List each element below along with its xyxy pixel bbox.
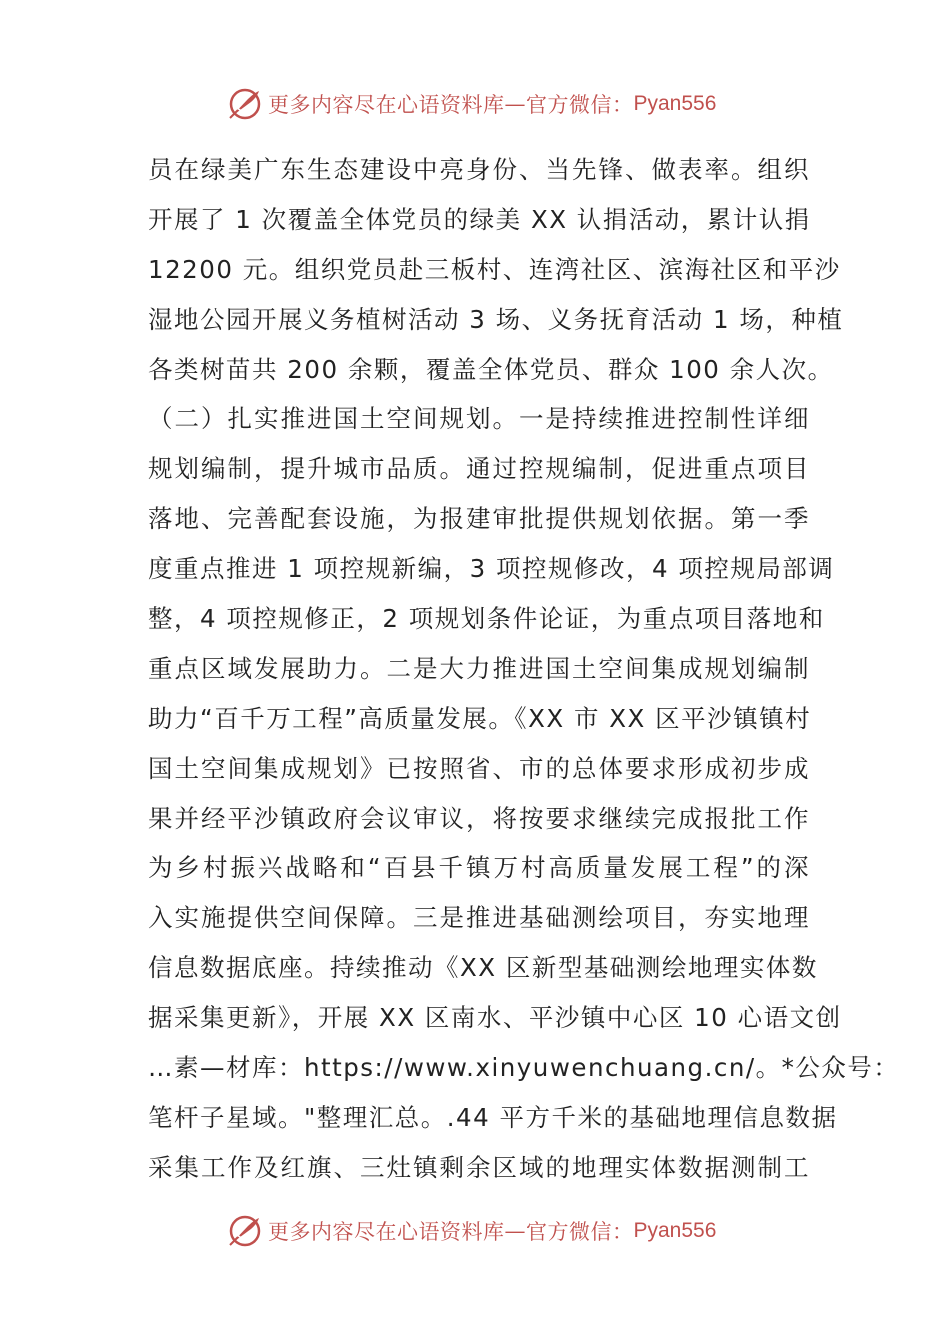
quill-logo-icon xyxy=(228,87,262,121)
body-line: 助力“百千万工程”高质量发展。《XX 市 XX 区平沙镇镇村 xyxy=(148,703,812,733)
body-line: 员在绿美广东生态建设中亮身份、当先锋、做表率。组织 xyxy=(148,155,810,184)
document-body xyxy=(148,145,900,1193)
body-line: …素—材库：https://www.xinyuwenchuang.cn/。*公众号： xyxy=(148,1053,900,1083)
body-line: 各类树苗共 200 余颗，覆盖全体党员、群众 100 余人次。 xyxy=(148,354,834,384)
wechat-account: Pyan556 xyxy=(633,92,717,115)
brand-dash: — xyxy=(504,92,526,116)
body-line: 开展了 1 次覆盖全体党员的绿美 XX 认捐活动，累计认捐 xyxy=(148,204,811,234)
body-line: 信息数据底座。持续推动《XX 区新型基础测绘地理实体数 xyxy=(148,953,818,983)
wechat-label: 官方微信： xyxy=(526,1220,634,1244)
body-line: 果并经平沙镇政府会议审议，将按要求继续完成报批工作 xyxy=(148,803,810,833)
body-line: 为乡村振兴战略和“百县千镇万村高质量发展工程”的深 xyxy=(148,853,810,883)
footer-watermark xyxy=(228,1211,716,1251)
body-line: 度重点推进 1 项控规新编，3 项控规修改，4 项控规局部调 xyxy=(148,554,835,584)
body-line: 笔杆子星域。"整理汇总。.44 平方千米的基础地理信息数据 xyxy=(148,1102,838,1132)
body-line: 入实施提供空间保障。三是推进基础测绘项目，夯实地理 xyxy=(148,903,810,933)
body-line: 采集工作及红旗、三灶镇剩余区域的地理实体数据测制工 xyxy=(148,1152,810,1182)
body-line: 落地、完善配套设施，为报建审批提供规划依据。第一季 xyxy=(148,504,810,534)
header-watermark xyxy=(228,84,716,124)
quill-logo-icon xyxy=(228,1214,262,1248)
brand-name: 更多内容尽在心语资料库 xyxy=(268,1220,505,1244)
brand-name: 更多内容尽在心语资料库 xyxy=(268,93,505,117)
body-line: 湿地公园开展义务植树活动 3 场、义务抚育活动 1 场，种植 xyxy=(148,304,844,334)
brand-dash: — xyxy=(504,1219,526,1243)
wechat-label: 官方微信： xyxy=(526,93,634,117)
body-line: 整，4 项控规修正，2 项规划条件论证，为重点项目落地和 xyxy=(148,604,825,634)
body-line: 据采集更新》，开展 XX 区南水、平沙镇中心区 10 心语文创 xyxy=(148,1003,842,1033)
body-line: 规划编制，提升城市品质。通过控规编制，促进重点项目 xyxy=(148,454,810,484)
body-line: 重点区域发展助力。二是大力推进国土空间集成规划编制 xyxy=(148,653,810,683)
body-line: （二）扎实推进国土空间规划。一是持续推进控制性详细 xyxy=(148,404,810,434)
body-line: 12200 元。组织党员赴三板村、连湾社区、滨海社区和平沙 xyxy=(148,254,841,284)
wechat-account: Pyan556 xyxy=(633,1219,717,1242)
body-line: 国土空间集成规划》已按照省、市的总体要求形成初步成 xyxy=(148,753,810,783)
